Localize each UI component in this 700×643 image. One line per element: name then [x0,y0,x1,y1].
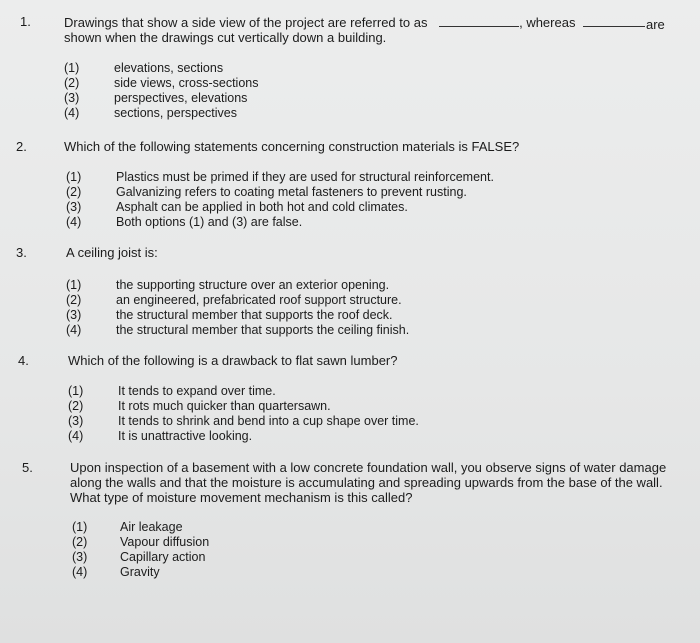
question-3-stem: A ceiling joist is: [66,245,158,260]
question-1-stem [64,14,664,45]
question-4-option-4[interactable]: (4) It is unattractive looking. [68,429,253,443]
question-2-number: 2. [16,139,27,154]
question-3-option-4[interactable]: (4) the structural member that supports the ceiling finish. [66,323,410,337]
question-3-options [66,278,409,338]
answer-blank-2 [583,14,645,27]
question-1-number: 1. [20,14,31,29]
question-5-option-4[interactable]: (4) Gravity [72,565,160,579]
question-5-stem-line-1: Upon inspection of a basement with a low concrete foundation wall, you observe signs of water damage [70,460,667,475]
question-2-stem: Which of the following statements concerning construction materials is FALSE? [64,139,520,154]
question-2-option-1[interactable]: (1) Plastics must be primed if they are used for structural reinforcement. [66,170,494,184]
question-5-option-3[interactable]: (3) Capillary action [72,550,206,564]
question-1-stem-line-2: shown when the drawings cut vertically down a building. [64,30,387,45]
question-5-options [72,520,209,580]
question-3-option-3[interactable]: (3) the structural member that supports the roof deck. [66,308,393,322]
question-5-option-2[interactable]: (2) Vapour diffusion [72,535,210,549]
question-4-option-3[interactable]: (3) It tends to shrink and bend into a cup shape over time. [68,414,419,428]
question-1-options [64,61,259,121]
question-5-stem-line-3: What type of moisture movement mechanism is this called? [70,490,413,505]
question-1-stem-part-a: Drawings that show a side view of the project are referred to as [64,15,428,30]
question-3-option-1[interactable]: (1) the supporting structure over an exterior opening. [66,278,390,292]
question-2-option-4[interactable]: (4) Both options (1) and (3) are false. [66,215,303,229]
question-4-number: 4. [18,353,29,368]
question-5-stem [70,460,690,505]
question-1-stem-part-b: , whereas [519,15,576,30]
question-2-options [66,170,494,230]
question-3-number: 3. [16,245,27,260]
question-4-stem: Which of the following is a drawback to flat sawn lumber? [68,353,398,368]
question-1-option-4[interactable]: (4) sections, perspectives [64,106,237,120]
question-3-option-2[interactable]: (2) an engineered, prefabricated roof support structure. [66,293,402,307]
question-5-number: 5. [22,460,33,475]
question-4-option-2[interactable]: (2) It rots much quicker than quartersawn. [68,399,331,413]
answer-blank-1 [439,14,519,27]
question-5-option-1[interactable]: (1) Air leakage [72,520,183,534]
question-2-option-2[interactable]: (2) Galvanizing refers to coating metal fasteners to prevent rusting. [66,185,467,199]
question-1-option-1[interactable]: (1) elevations, sections [64,61,224,75]
question-4-options [68,384,419,444]
question-2-option-3[interactable]: (3) Asphalt can be applied in both hot and cold climates. [66,200,408,214]
question-4-option-1[interactable]: (1) It tends to expand over time. [68,384,276,398]
question-1-option-2[interactable]: (2) side views, cross-sections [64,76,259,90]
question-5-stem-line-2: along the walls and that the moisture is accumulating and spreading upwards from the base of the wall. [70,475,663,490]
question-1-option-3[interactable]: (3) perspectives, elevations [64,91,248,105]
question-1-stem-part-c: are [646,17,665,32]
